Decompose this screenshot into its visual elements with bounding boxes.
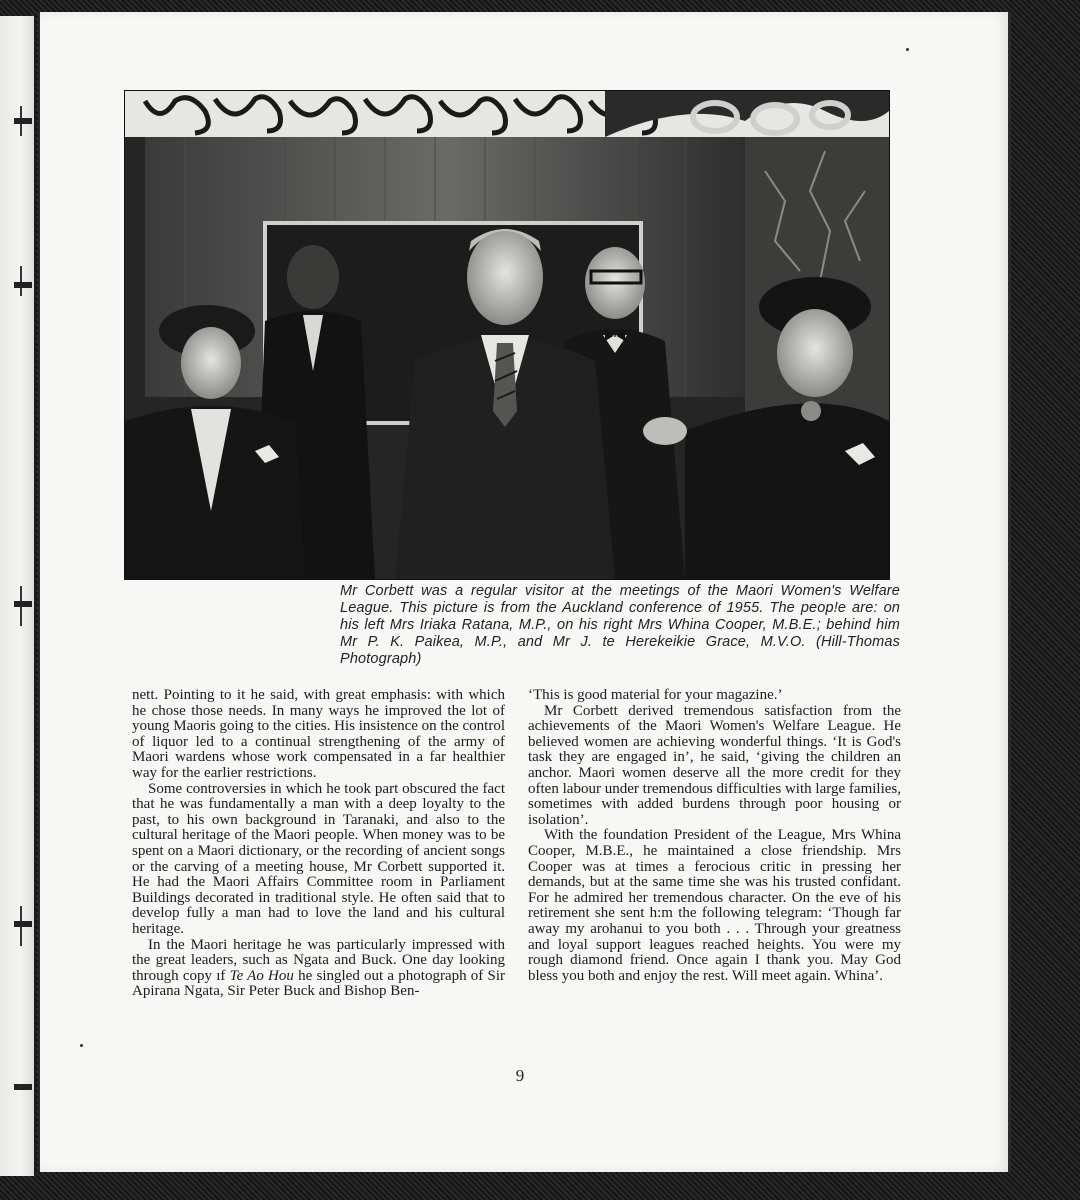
photo-illustration — [125, 91, 889, 579]
scan-speck — [80, 1044, 83, 1047]
article-paragraph: With the foundation President of the League, Mrs Whina Cooper, M.B.E., he maintained a close friendship. Mrs Cooper was at times a ferocious critic in pressing her demands, but at the same time she was his trusted confidant. For he admired her tremendous character. On the eve of his retirement she sent h:m the following telegram: ‘Though far away my arohanui to you both . . . Through your greatness and loyal support leagues reached heights. You were my rough diamond friend. Once again I thank you. May God bless you both and enjoy the rest. Will meet again. Whina’. — [528, 827, 901, 984]
article-paragraph: nett. Pointing to it he said, with great emphasis: with which he chose those needs. In many ways he improved the lot of young Maoris going to the cities. His insistence on the control of liquor led to a continual strengthening of the army of Maori wardens whose work compensated in a far healthier way for the earlier restrictions. — [132, 687, 505, 781]
page-number: 9 — [515, 1066, 525, 1085]
article-paragraph: ‘This is good material for your magazine.’ — [528, 687, 783, 703]
binding-staple — [14, 282, 32, 288]
binding-staple — [14, 1084, 32, 1090]
binding-staple — [14, 921, 32, 927]
article-column-left — [132, 688, 505, 1000]
magazine-title: Te Ao Hou — [229, 967, 294, 984]
article-column-right — [528, 688, 901, 984]
article-paragraph: Some controversies in which he took part obscured the fact that he was fundamentally a man with a deep loyalty to the past, to his own background in Taranaki, and also to the cultural heritage of the Maori people. When money was to be spent on a Maori dictionary, or the recording of ancient songs or the carving of a meeting house, Mr Corbett supported it. He had the Maori Affairs Committee room in Parliament Buildings decorated in traditional style. He often said that to develop fully a man had to love the land and his cultural heritage. — [132, 780, 505, 937]
scan-speck — [906, 48, 909, 51]
binding-staple — [14, 601, 32, 607]
group-photograph — [124, 90, 890, 580]
paragraph-text: he singled out a photograph of Sir Apirana Ngata, Sir Peter Buck and Bishop Ben- — [132, 967, 506, 1000]
paragraph-text: In the Maori heritage he was particularly impressed with the great leaders, such as Ngata and Buck. One day looking through copy ıf — [132, 936, 505, 984]
article-paragraph — [132, 938, 505, 1000]
binding-thread — [20, 266, 22, 296]
photo-caption: Mr Corbett was a regular visitor at the meetings of the Maori Women's Welfare League. This picture is from the Auckland conference of 1955. The peop!e are: on his left Mrs Iriaka Ratana, M.P., on his right Mrs Whina Cooper, M.B.E.; behind him Mr P. K. Paikea, M.P., and Mr J. te Herekeikie Grace, M.V.O. (Hill-Thomas Photograph) — [340, 583, 900, 667]
article-paragraph: Mr Corbett derived tremendous satisfaction from the achievements of the Maori Women's Welfare League. He believed women are achieving wonderful things. ‘It is God's task they are engaged in’, he said, ‘giving the children an anchor. Maori women deserve all the more credit for they often labour under tremendous difficulties with large families, sometimes with added burdens through poor housing or isolation’. — [528, 702, 901, 828]
binding-staple — [14, 118, 32, 124]
facing-page-edge — [0, 16, 36, 1176]
mr-corbett-face — [467, 229, 543, 325]
